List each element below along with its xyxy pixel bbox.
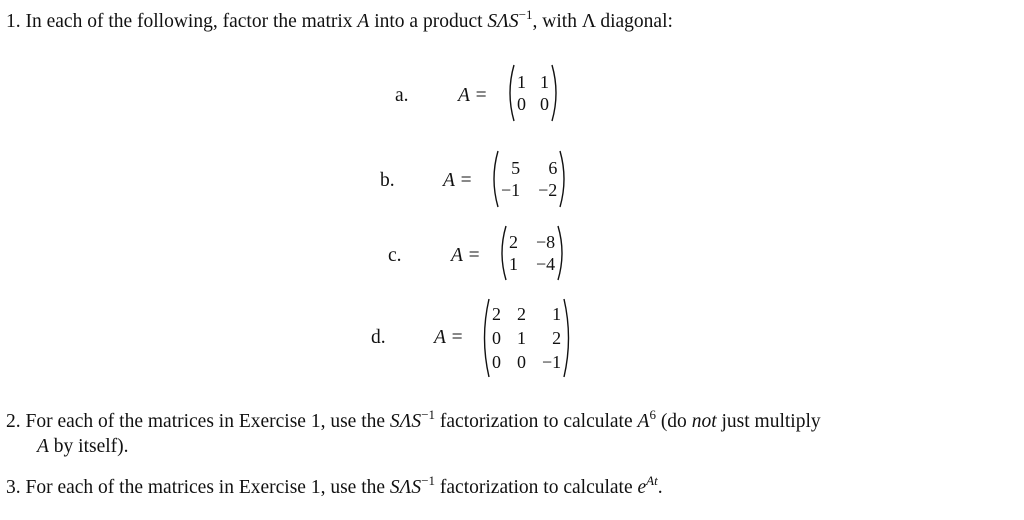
matrix-d-cell: 0 — [492, 328, 501, 348]
exponential-e: e — [637, 477, 647, 498]
matrix-b-cell: 6 — [548, 158, 558, 178]
left-paren — [497, 225, 507, 281]
part-a-lhs: A = — [458, 85, 488, 106]
problem-2-text-d: just multiply — [716, 411, 821, 432]
problem-1-text-with: , with — [532, 11, 582, 32]
part-b-lhs: A = — [443, 170, 473, 191]
problem-2-text-b: factorization to calculate — [435, 411, 638, 432]
matrix-d-cell: −1 — [542, 352, 562, 372]
matrix-d-cell: 2 — [552, 328, 562, 348]
problem-1-statement — [6, 6, 673, 34]
problem-2-line-2-rest: by itself). — [48, 436, 129, 457]
matrix-c-cell: −4 — [536, 254, 556, 274]
matrix-d — [480, 298, 573, 378]
right-paren — [557, 225, 567, 281]
matrix-a — [505, 64, 561, 122]
problem-3-statement — [6, 472, 663, 500]
matrix-variable-a: A — [37, 436, 49, 457]
matrix-b — [489, 150, 569, 208]
power-exponent: 6 — [649, 406, 656, 422]
lambda-symbol: Λ — [581, 11, 596, 32]
problem-3-text-a: For each of the matrices in Exercise 1, use the — [25, 477, 390, 498]
problem-1-number: 1. — [6, 11, 21, 32]
left-paren — [480, 298, 490, 378]
problem-2-line-2 — [37, 435, 129, 459]
left-paren — [505, 64, 515, 122]
matrix-variable-a: A — [637, 411, 650, 432]
matrix-d-cell: 1 — [552, 304, 562, 324]
matrix-d-cell: 1 — [517, 328, 526, 348]
matrix-d-cell: 0 — [517, 352, 526, 372]
inverse-exponent: −1 — [421, 406, 436, 422]
matrix-b-cell: −1 — [501, 180, 521, 200]
problem-3-text-b: factorization to calculate — [435, 477, 638, 498]
matrix-a-cell: 1 — [517, 72, 526, 92]
matrix-c — [497, 225, 567, 281]
problem-2-text-c: (do — [655, 411, 692, 432]
inverse-exponent: −1 — [421, 472, 436, 488]
left-paren — [489, 150, 499, 208]
part-a-label: a. — [395, 85, 409, 106]
problem-1-text-mid: into a product — [369, 11, 488, 32]
matrix-c-cell: −8 — [536, 232, 556, 252]
right-paren — [559, 150, 569, 208]
right-paren — [563, 298, 573, 378]
problem-1-text-prefix: In each of the following, factor the matrix — [25, 11, 358, 32]
emphasis-not: not — [691, 411, 717, 432]
matrix-d-cell: 2 — [492, 304, 501, 324]
right-paren — [551, 64, 561, 122]
problem-3-number: 3. — [6, 477, 21, 498]
part-c-label: c. — [388, 245, 402, 266]
factorization-sls: SΛS — [389, 411, 422, 432]
inverse-exponent: −1 — [518, 6, 533, 22]
part-d-lhs: A = — [434, 327, 464, 348]
matrix-d-cell: 2 — [517, 304, 526, 324]
part-b-label: b. — [380, 170, 395, 191]
problem-1-text-suffix: diagonal: — [595, 11, 673, 32]
matrix-b-cell: 5 — [511, 158, 521, 178]
problem-2-number: 2. — [6, 411, 21, 432]
problem-3-text-c: . — [657, 477, 663, 498]
factorization-sls: SΛS — [389, 477, 422, 498]
problem-2-line-1 — [6, 406, 821, 434]
problem-2-text-a: For each of the matrices in Exercise 1, use the — [25, 411, 390, 432]
part-d-label: d. — [371, 327, 386, 348]
matrix-b-cell: −2 — [538, 180, 558, 200]
matrix-a-cell: 1 — [540, 72, 549, 92]
matrix-c-cell: 2 — [509, 232, 518, 252]
matrix-d-cell: 0 — [492, 352, 501, 372]
matrix-c-cell: 1 — [509, 254, 518, 274]
part-c-lhs: A = — [451, 245, 481, 266]
matrix-variable-a: A — [357, 11, 370, 32]
exponent-at: At — [646, 472, 658, 488]
matrix-a-cell: 0 — [517, 94, 526, 114]
factorization-sls: SΛS — [487, 11, 519, 32]
matrix-a-cell: 0 — [540, 94, 549, 114]
